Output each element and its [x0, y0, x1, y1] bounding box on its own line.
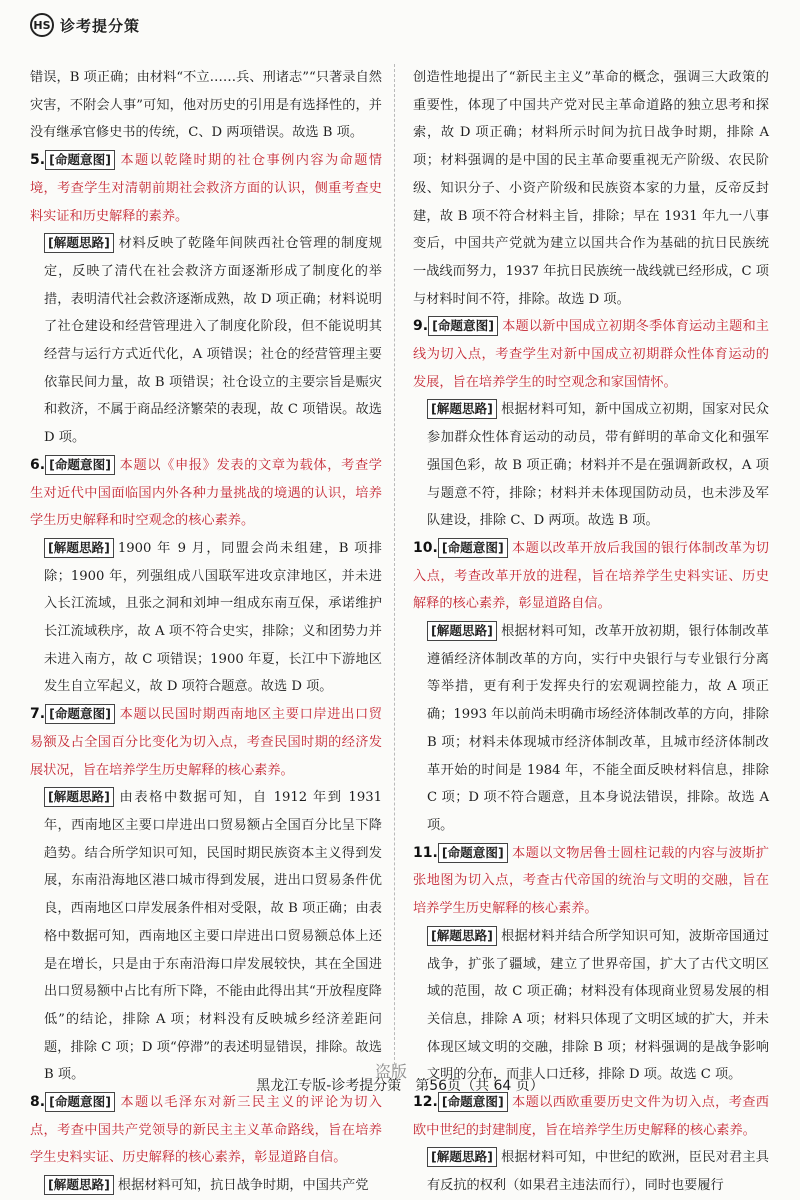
brand-logo-icon: HS [30, 13, 54, 37]
paragraph-continued: 错误，B 项正确；由材料“不立……兵、刑诸志”“只著录自然灾害，不附会人事”可知，他对历史的引用是有选择性的，并没有继承官修史书的传统，C、D 两项错误。故选 B 项。 [30, 70, 382, 141]
question-idea [413, 923, 769, 1089]
question-idea [30, 230, 382, 452]
question-idea [30, 535, 382, 701]
intent-text: 本题以民国时期西南地区主要口岸进出口贸易额及占全国百分比变化为切入点，考查民国时期的经济发展状况，旨在培养学生历史解释的核心素养。 [30, 707, 382, 778]
question-intent [30, 452, 382, 535]
question-6 [30, 452, 382, 701]
question-idea [30, 784, 382, 1089]
intent-text: 本题以改革开放后我国的银行体制改革为切入点，考查改革开放的进程，旨在培养学生史料实证、历史解释的核心素养，彰显道路自信。 [413, 540, 769, 612]
question-5 [30, 147, 382, 452]
question-number: 11. [413, 844, 438, 861]
left-column [30, 64, 382, 1200]
question-number: 5. [30, 152, 46, 169]
question-idea [30, 1172, 382, 1200]
right-column [413, 64, 769, 1200]
question-idea [413, 618, 769, 840]
question-12 [413, 1089, 769, 1200]
question-idea [413, 1144, 769, 1199]
intent-label: [命题意图] [438, 1092, 508, 1112]
watermark-text: 盗版 [375, 1062, 408, 1081]
page-footer [0, 1075, 800, 1095]
idea-text: 材料反映了乾隆年间陕西社仓管理的制度规定，反映了清代在社会救济方面逐渐形成了制度化的举措，表明清代社会救济逐渐成熟，故 D 项正确；材料说明了社仓建设和经营管理进入了制度化阶段，但不能说明其经营与运行方式近代化，A 项错误；社仓的经营管理主要依靠民间力量，故 B 项错误；社仓设立的主要宗旨是赈灾和救济，不属于商品经济繁荣的表现，故 C 项错误。故选 D 项。 [44, 236, 382, 446]
question-number: 7. [30, 706, 46, 723]
intent-label: [命题意图] [45, 704, 115, 724]
question-intent [30, 1089, 382, 1172]
idea-text: 1900 年 9 月，同盟会尚未组建，B 项排除；1900 年，列强组成八国联军进攻京津地区，并未进入长江流域，且张之洞和刘坤一组成东南互保，承诺维护长江流域秩序，故 A 项不符合史实，排除；义和团势力并未进入南方，故 C 项错误；1900 年夏，长江中下游地区发生自立军起义，故 D 项符合题意。故选 D 项。 [44, 540, 382, 695]
idea-text: 根据材料并结合所学知识可知，波斯帝国通过战争，扩张了疆域，建立了世界帝国，扩大了古代文明区域的范围，故 C 项正确；材料没有体现商业贸易发展的相关信息，排除 A 项；材料只体现了文明区域的扩大，并未体现区域文明的交融，排除 B 项；材料强调的是战争影响文明的分布，而非人口迁移，排除 D 项。故选 C 项。 [427, 928, 769, 1083]
intent-text: 本题以乾隆时期的社仓事例内容为命题情境，考查学生对清朝前期社会救济方面的认识，侧重考查史料实证和历史解释的素养。 [30, 153, 382, 224]
question-9 [413, 313, 769, 535]
idea-text: 根据材料可知，新中国成立初期，国家对民众参加群众性体育运动的动员，带有鲜明的革命文化和强军强国色彩，故 B 项正确；材料并不是在强调新政权，A 项与题意不符，排除；材料并未体现国防动员，也未涉及军队建设，排除 C、D 两项。故选 B 项。 [427, 402, 769, 529]
idea-text: 根据材料可知，改革开放初期，银行体制改革遵循经济体制改革的方向，实行中央银行与专业银行分离等举措，更有利于发挥央行的宏观调控能力，故 A 项正确；1993 年以前尚未明确市场经济体制改革的方向，排除 B 项；材料未体现城市经济体制改革，且城市经济体制改革开始的时间是 1984 年，不能全面反映材料信息，排除 C 项；D 项不符合题意，且本身说法错误，排除。故选 A 项。 [427, 624, 769, 833]
paragraph-continued: 创造性地提出了“新民主主义”革命的概念，强调三大政策的重要性，体现了中国共产党对民主革命道路的独立思考和探索，故 D 项正确；材料所示时间为抗日战争时期，排除 A 项；材料强调的是中国的民主革命要重视无产阶级、农民阶级、知识分子、小资产阶级和民族资本家的力量，反帝反封建，故 B 项不符合材料主旨，排除；早在 1931 年九一八事变后，中国共产党就为建立以国共合作为基础的抗日民族统一战线而努力，1937 年抗日民族统一战线就已经形成，C 项与材料时间不符，排除。故选 D 项。 [413, 70, 769, 307]
question-7 [30, 701, 382, 1089]
intent-text: 本题以西欧重要历史文件为切入点，考查西欧中世纪的封建制度，旨在培养学生历史解释的核心素养。 [413, 1095, 769, 1138]
question-intent [30, 701, 382, 784]
intent-label: [命题意图] [45, 455, 115, 475]
question-intent [413, 1089, 769, 1144]
intent-label: [命题意图] [45, 150, 115, 170]
intent-label: [命题意图] [45, 1092, 115, 1112]
header-title: 诊考提分策 [60, 16, 141, 35]
intent-label: [命题意图] [438, 843, 508, 863]
question-number: 9. [413, 318, 429, 335]
idea-label: [解题思路] [44, 233, 114, 253]
column-divider [394, 64, 395, 1070]
footer-book-title: 黑龙江专版-诊考提分策 [256, 1078, 402, 1094]
intent-text: 本题以文物居鲁士圆柱记载的内容与波斯扩张地图为切入点，考查古代帝国的统治与文明的交融，旨在培养学生历史解释的核心素养。 [413, 845, 769, 917]
idea-label: [解题思路] [427, 399, 497, 419]
question-10 [413, 535, 769, 840]
question-number: 10. [413, 539, 438, 556]
question-11 [413, 840, 769, 1089]
intent-label: [命题意图] [438, 538, 508, 558]
intent-label: [命题意图] [428, 316, 498, 336]
idea-label: [解题思路] [427, 1147, 497, 1167]
idea-text: 根据材料可知，抗日战争时期，中国共产党 [117, 1178, 369, 1194]
idea-text: 根据材料可知，中世纪的欧洲，臣民对君主具有反抗的权利（如果君主违法而行），同时也要履行 [427, 1150, 769, 1194]
question-idea [413, 396, 769, 535]
question-intent [413, 313, 769, 396]
idea-label: [解题思路] [44, 787, 114, 807]
question-intent [30, 147, 382, 230]
page-number: 第56页（共 64 页） [415, 1078, 544, 1094]
question-8 [30, 1089, 382, 1200]
intent-text: 本题以毛泽东对新三民主义的评论为切入点，考查中国共产党领导的新民主主义革命路线，旨在培养学生史料实证、历史解释的核心素养，彰显道路自信。 [30, 1095, 382, 1166]
idea-text: 由表格中数据可知，自 1912 年到 1931 年，西南地区主要口岸进出口贸易额占全国百分比呈下降趋势。结合所学知识可知，民国时期民族资本主义得到发展，东南沿海地区港口城市得到发展，进出口贸易条件优良，西南地区口岸发展条件相对受限，故 B 项正确；由表格中数据可知，西南地区主要口岸进出口贸易额总体上还是在增长，只是由于东南沿海口岸发展较快，其在全国进出口贸易额中占比有所下降，不能由此得出其“开放程度降低”的结论，排除 A 项；材料没有反映城乡经济差距问题，排除 C 项；D 项“停滞”的表述明显错误，排除。故选 B 项。 [44, 790, 382, 1083]
page-header [30, 12, 140, 38]
question-number: 12. [413, 1094, 438, 1111]
idea-label: [解题思路] [427, 621, 497, 641]
question-intent [413, 840, 769, 923]
idea-label: [解题思路] [44, 1175, 114, 1195]
question-number: 6. [30, 456, 46, 473]
question-number: 8. [30, 1094, 46, 1111]
idea-label: [解题思路] [427, 926, 497, 946]
intent-text: 本题以新中国成立初期冬季体育运动主题和主线为切入点，考查学生对新中国成立初期群众性体育运动的发展，旨在培养学生的时空观念和家国情怀。 [413, 319, 769, 390]
idea-label: [解题思路] [44, 538, 114, 558]
question-intent [413, 535, 769, 618]
intent-text: 本题以《申报》发表的文章为载体，考查学生对近代中国面临国内外各种力量挑战的境遇的认识，培养学生历史解释和时空观念的核心素养。 [30, 457, 382, 529]
